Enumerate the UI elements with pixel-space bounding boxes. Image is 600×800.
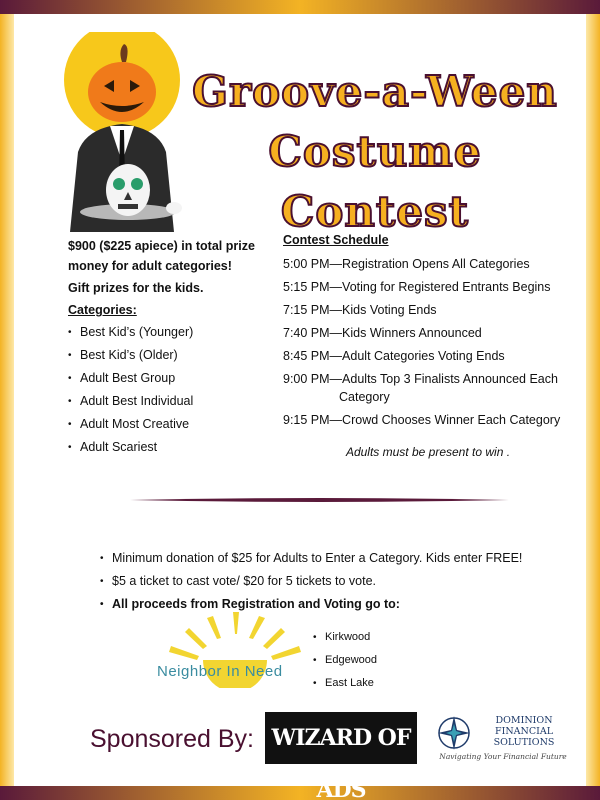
schedule-row: [283, 301, 573, 319]
list-item: • Kirkwood: [313, 626, 377, 649]
schedule-heading: Contest Schedule: [283, 233, 389, 247]
sponsored-by-label: Sponsored By:: [90, 725, 254, 753]
presence-note: Adults must be present to win .: [345, 445, 511, 459]
wizard-of-ads-logo: WIZARD OF ADS: [265, 712, 417, 764]
schedule-row-text: 8:45 PM—Adult Categories Voting Ends: [283, 349, 505, 363]
prizes-section: [68, 236, 278, 459]
list-item: • Minimum donation of $25 for Adults to Enter a Category. Kids enter FREE!: [100, 547, 580, 570]
list-item: • Best Kid’s (Younger): [68, 321, 278, 344]
list-item: • Adult Scariest: [68, 436, 278, 459]
border-left: [0, 0, 14, 800]
border-right: [586, 0, 600, 800]
details-list: [100, 547, 580, 616]
list-item: • Edgewood: [313, 649, 377, 672]
dominion-financial-logo: [432, 712, 572, 764]
categories-list: [68, 321, 278, 459]
list-item: • Adult Best Individual: [68, 390, 278, 413]
schedule-row: [283, 255, 573, 273]
schedule-row-text: 5:00 PM—Registration Opens All Categories: [283, 257, 530, 271]
title-line-1: Groove-a-Ween: [192, 67, 558, 116]
list-item: • Adult Best Group: [68, 367, 278, 390]
section-divider: [130, 497, 510, 503]
schedule-row-text: 7:15 PM—Kids Voting Ends: [283, 303, 437, 317]
schedule-section: [283, 230, 573, 459]
list-item: • $5 a ticket to cast vote/ $20 for 5 tickets to vote.: [100, 570, 580, 593]
schedule-row-text: 5:15 PM—Voting for Registered Entrants Begins: [283, 280, 551, 294]
schedule-row-text: 7:40 PM—Kids Winners Announced: [283, 326, 482, 340]
schedule-row-text: 9:00 PM—Adults Top 3 Finalists Announced Each: [283, 372, 558, 386]
prize-total: $900 ($225 apiece) in total prize money for adult categories!: [68, 239, 255, 273]
schedule-row: [283, 324, 573, 342]
schedule-row: [283, 278, 573, 296]
dominion-tagline: Navigating Your Financial Future: [439, 752, 567, 761]
schedule-row-text: 9:15 PM—Crowd Chooses Winner Each Category: [283, 413, 561, 427]
border-top: [0, 0, 600, 14]
list-item: • Best Kid’s (Older): [68, 344, 278, 367]
categories-heading: Categories:: [68, 303, 137, 317]
compass-star-icon: [436, 714, 472, 752]
dominion-name: DOMINION FINANCIAL SOLUTIONS: [493, 715, 555, 748]
title-line-2: Costume Contest: [268, 127, 482, 236]
neighborhoods-list: [313, 626, 377, 695]
schedule-row: [283, 347, 573, 365]
list-item: • East Lake: [313, 672, 377, 695]
schedule-row: [283, 411, 573, 429]
border-bottom: [0, 786, 600, 800]
list-item: • All proceeds from Registration and Voting go to:: [100, 593, 580, 616]
schedule-row-continuation: Category: [339, 390, 390, 404]
event-title: [190, 62, 560, 242]
list-item: • Adult Most Creative: [68, 413, 278, 436]
neighbor-in-need-logo-text: Neighbor In Need: [157, 663, 283, 680]
schedule-row: [283, 370, 573, 406]
prize-kids: Gift prizes for the kids.: [68, 281, 204, 295]
